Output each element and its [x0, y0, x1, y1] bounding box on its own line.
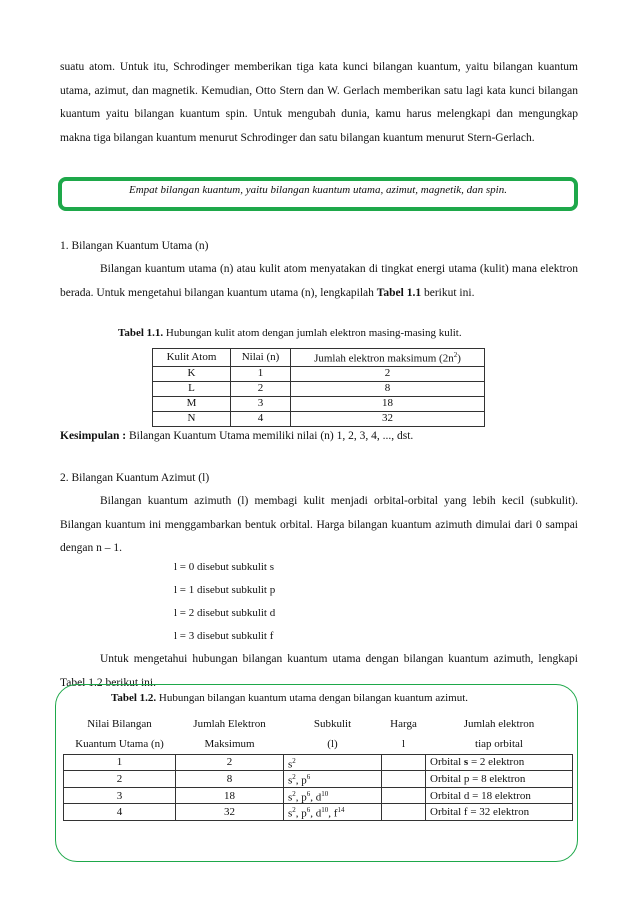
header-jumlah-close: ) [457, 352, 461, 365]
table-1-1-reference: Tabel 1.1 [376, 286, 422, 299]
subshell-letter: s [288, 774, 293, 787]
subshell-s: l = 0 disebut subkulit s [174, 561, 275, 573]
callout-text: Empat bilangan kuantum, yaitu bilangan kuantum utama, azimut, magnetik, dan spin. [129, 184, 507, 196]
table-header-row [153, 349, 485, 367]
orbital-text: Orbital p = 8 elektron [430, 772, 526, 785]
table-cell: 2 [176, 754, 284, 771]
table-row [153, 366, 485, 381]
table-cell [284, 754, 382, 771]
subshell-letter: , p [295, 791, 307, 804]
header-harga-l: l [382, 734, 426, 754]
table-1-2 [63, 714, 573, 821]
table-cell: 32 [291, 411, 485, 426]
table-cell: 32 [176, 804, 284, 821]
table-cell: 1 [231, 366, 291, 381]
table-1-1 [152, 348, 485, 427]
key-point-callout [58, 177, 578, 211]
table-cell: 2 [291, 366, 485, 381]
subshell-d: l = 2 disebut subkulit d [174, 607, 276, 619]
table-row [153, 411, 485, 426]
subshell-letter: , p [295, 808, 307, 821]
section1-paragraph-start: Bilangan kuantum utama (n) atau kulit atom menyatakan di tingkat energi utama (kulit) mana elektron berada. Untuk mengetahui bilangan kuantum utama (n), lengkapilah [60, 263, 578, 299]
table-cell: N [153, 411, 231, 426]
subshell-electron-count: 2 [292, 806, 296, 815]
subshell-letter: , f [328, 808, 338, 821]
table-row [153, 381, 485, 396]
table-header-row-1 [64, 714, 573, 734]
section2-paragraph2: Untuk mengetahui hubungan bilangan kuantum utama dengan bilangan kuantum azimuth, lengkapi Tabel 1.2 berikut ini. [60, 653, 578, 689]
header-jumlah-elektron [291, 349, 485, 367]
table-row [64, 787, 573, 804]
orbital-text: Orbital f = 32 elektron [430, 806, 530, 819]
section2-paragraph: Bilangan kuantum azimuth (l) membagi kulit menjadi orbital-orbital yang lebih kecil (subkulit). Bilangan kuantum ini menggambarkan bentuk orbital. Harga bilangan kuantum azimuth dimulai dari 0 sampai dengan n – 1. [60, 495, 578, 554]
conclusion-label: Kesimpulan : [60, 430, 127, 442]
conclusion-text: Bilangan Kuantum Utama memiliki nilai (n) 1, 2, 3, 4, ..., dst. [126, 430, 414, 442]
subshell-letter: , d [310, 808, 322, 821]
header-tiap-orbital: tiap orbital [426, 734, 573, 754]
table-cell [382, 804, 426, 821]
table-cell [426, 787, 573, 804]
header-jumlah-elektron-orbital: Jumlah elektron [463, 718, 535, 730]
table-cell [426, 754, 573, 771]
header-l: (l) [284, 734, 382, 754]
table-cell: 4 [64, 804, 176, 821]
table-1-2-caption-text: Hubungan bilangan kuantum utama dengan bilangan kuantum azimut. [156, 692, 469, 704]
table-1-1-caption [118, 327, 462, 339]
header-nilai-n: Nilai (n) [231, 349, 291, 367]
table-cell: 2 [231, 381, 291, 396]
table-cell [284, 771, 382, 788]
table-cell [382, 787, 426, 804]
table-cell: 18 [291, 396, 485, 411]
table-cell [284, 804, 382, 821]
table-1-1-caption-text: Hubungan kulit atom dengan jumlah elektron masing-masing kulit. [163, 327, 462, 339]
subshell-letter: s [288, 758, 293, 771]
orbital-text: Orbital d = 18 elektron [430, 789, 531, 802]
table-cell: 8 [176, 771, 284, 788]
table-cell: K [153, 366, 231, 381]
table-cell [426, 804, 573, 821]
table-cell: M [153, 396, 231, 411]
subshell-electron-count: 2 [292, 773, 296, 782]
section1-heading: 1. Bilangan Kuantum Utama (n) [60, 240, 209, 252]
subshell-electron-count: 10 [321, 789, 329, 798]
orbital-text: s [463, 756, 469, 769]
header-harga: Harga [390, 718, 417, 730]
header-kulit-atom: Kulit Atom [153, 349, 231, 367]
table-cell: L [153, 381, 231, 396]
table-cell [382, 754, 426, 771]
table-cell: 8 [291, 381, 485, 396]
table-1-1-caption-label: Tabel 1.1. [118, 327, 164, 339]
header-kuantum-utama: Kuantum Utama (n) [64, 734, 176, 754]
table-cell [382, 771, 426, 788]
subshell-p: l = 1 disebut subkulit p [174, 584, 276, 596]
table-cell: 1 [64, 754, 176, 771]
subshell-electron-count: 6 [306, 773, 311, 782]
table-1-2-caption [111, 692, 468, 704]
table-row [64, 754, 573, 771]
table-row [64, 804, 573, 821]
table-header-row-2 [64, 734, 573, 754]
header-subkulit: Subkulit [313, 718, 352, 730]
header-jumlah-text: Jumlah elektron maksimum (2n [314, 352, 454, 365]
subshell-letter: , p [295, 774, 307, 787]
table-row [64, 771, 573, 788]
section1-paragraph [60, 258, 578, 305]
header-jumlah-sup: 2 [453, 351, 458, 359]
section1-paragraph-end: berikut ini. [421, 286, 475, 299]
table-cell: 3 [231, 396, 291, 411]
intro-paragraph: suatu atom. Untuk itu, Schrodinger memberikan tiga kata kunci bilangan kuantum, yaitu bilangan kuantum utama, azimut, dan magnetik. Kemudian, Otto Stern dan W. Gerlach memberikan satu lagi kata kunci bilangan kuantum yaitu bilangan kuantum spin. Untuk mengubah dunia, kamu harus melengkapi dan mengungkap makna tiga bilangan kuantum menurut Schrodinger dan satu bilangan kuantum menurut Stern-Gerlach. [60, 61, 578, 144]
conclusion [60, 430, 413, 442]
subshell-electron-count: 10 [321, 806, 329, 815]
header-maksimum: Maksimum [176, 734, 284, 754]
table-cell: 4 [231, 411, 291, 426]
subshell-letter: , d [310, 791, 322, 804]
section2-heading: 2. Bilangan Kuantum Azimut (l) [60, 472, 210, 484]
subshell-electron-count: 6 [306, 806, 311, 815]
subshell-letter: s [288, 791, 293, 804]
subshell-f: l = 3 disebut subkulit f [174, 630, 274, 642]
orbital-text: = 2 elektron [468, 756, 525, 769]
subshell-electron-count: 6 [306, 789, 311, 798]
subshell-electron-count: 2 [292, 756, 296, 765]
table-cell [426, 771, 573, 788]
table-cell: 18 [176, 787, 284, 804]
header-nilai-bilangan: Nilai Bilangan [87, 718, 152, 730]
header-jumlah-elektron: Jumlah Elektron [193, 718, 266, 730]
table-row [153, 396, 485, 411]
subshell-electron-count: 2 [292, 789, 296, 798]
table-1-2-caption-label: Tabel 1.2. [111, 692, 157, 704]
subshell-letter: s [288, 808, 293, 821]
orbital-text: Orbital [430, 756, 464, 769]
table-cell: 3 [64, 787, 176, 804]
table-cell [284, 787, 382, 804]
subshell-electron-count: 14 [337, 806, 345, 815]
table-cell: 2 [64, 771, 176, 788]
